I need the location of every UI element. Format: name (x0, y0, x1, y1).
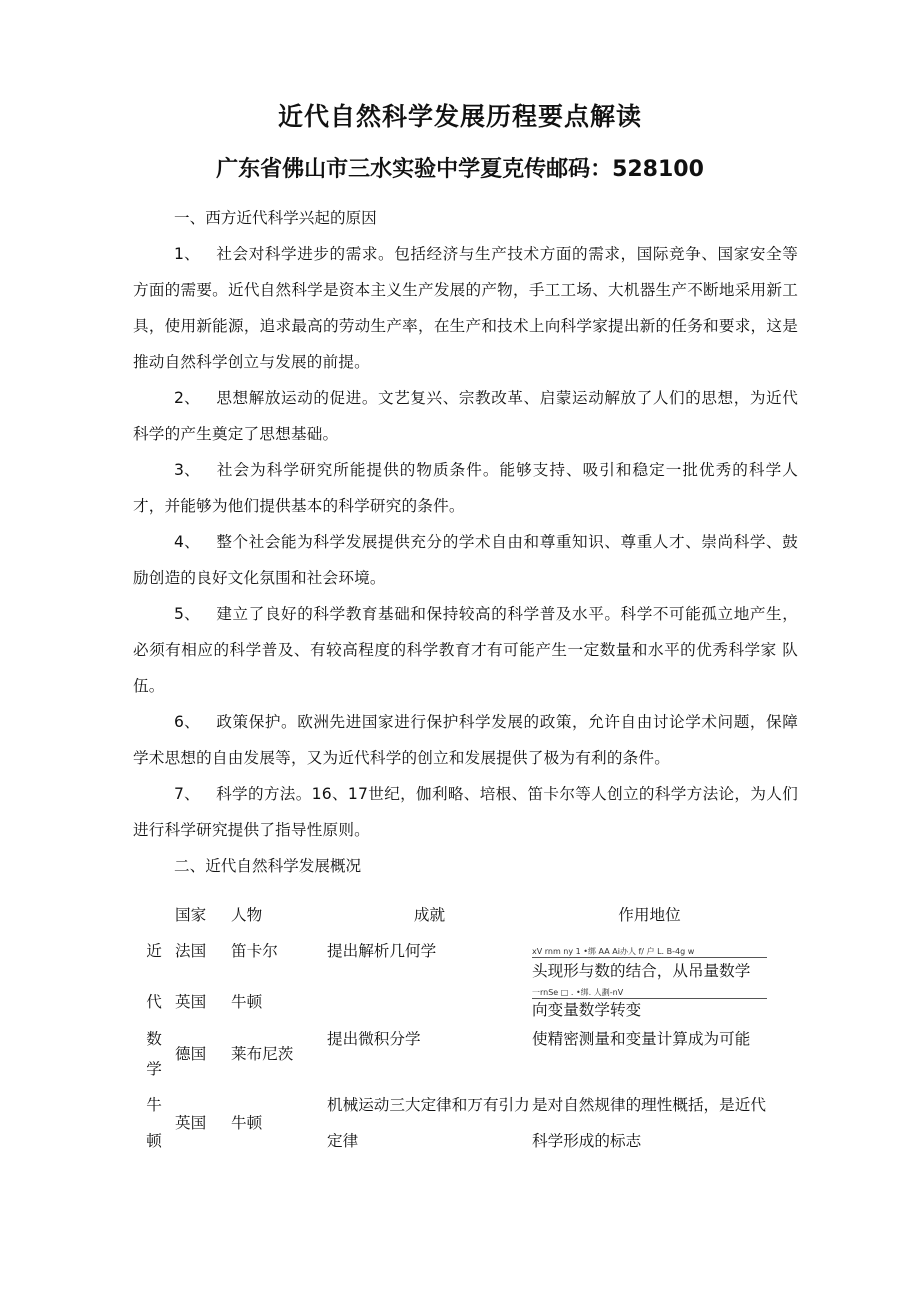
role-cell (532, 933, 767, 984)
item-number: 1、 (174, 245, 200, 263)
item-number: 5、 (174, 605, 200, 623)
list-item (133, 452, 798, 524)
item-text: 建立了良好的科学教育基础和保持较高的科学普及水平。科学不可能孤立地产生， 必须有相应的科学普及、有较高程度的科学教育才有可能产生一定数量和水平的优秀科学家 队伍。 (133, 605, 798, 695)
role-text: 头现形与数的结合，从吊量数学 (532, 962, 751, 980)
field-char: 牛 (146, 1096, 162, 1114)
table-header-row (133, 897, 767, 933)
country-cell: 法国 (175, 942, 207, 960)
field-char-stack (133, 1087, 175, 1159)
table-row (133, 1087, 767, 1159)
role-cell: 使精密测量和变量计算成为可能 (532, 1030, 751, 1048)
header-achievement: 成就 (413, 906, 446, 924)
field-char: 学 (146, 1060, 162, 1078)
item-text: 整个社会能为科学发展提供充分的学术自由和尊重知识、尊重人才、崇尚科学、鼓励创造的良好文化氛围和社会环境。 (133, 533, 798, 587)
field-char: 顿 (146, 1132, 162, 1150)
item-number: 7、 (174, 785, 200, 803)
role-text: 向变量数学转变 (532, 1001, 642, 1019)
achievement-cell: 提出解析几何学 (327, 942, 437, 960)
item-number: 6、 (174, 713, 200, 731)
item-number: 4、 (174, 533, 200, 551)
achievement-cell (327, 984, 532, 1021)
list-item (133, 704, 798, 776)
country-cell: 英国 (175, 1114, 207, 1132)
field-char: 代 (146, 993, 162, 1011)
item-text: 思想解放运动的促进。文艺复兴、宗教改革、启蒙运动解放了人们的思想，为近代科学的产生奠定了思想基础。 (133, 389, 798, 443)
field-char: 近 (146, 942, 162, 960)
list-item (133, 236, 798, 380)
header-field (133, 897, 175, 933)
table-row (133, 933, 767, 984)
field-char-stack (133, 1021, 175, 1087)
person-cell: 莱布尼茨 (231, 1045, 294, 1063)
garbled-text: 一rnSe □ . •绑. 人劃-nV (532, 988, 624, 997)
achievement-cell: 提出微积分学 (327, 1030, 421, 1048)
country-cell: 德国 (175, 1045, 207, 1063)
table-row (133, 984, 767, 1021)
garbled-text: xV rnm ny 1 •绑 AA Ai办人 f/ 户 L. B-4g w (532, 947, 767, 958)
country-cell: 英国 (175, 993, 207, 1011)
page-title: 近代自然科学发展历程要点解读 (277, 102, 642, 131)
section-heading-2: 二、近代自然科学发展概况 (174, 857, 362, 875)
item-text: 社会对科学进步的需求。包括经济与生产技术方面的需求，国际竞争、国家安全等方面的需要。近代自然科学是资本主义生产发展的产物，手工工场、大机器生产不断地采用新工具，使用新能源，追求最高的劳动生产率，在生产和技术上向科学家提出新的任务和要求，这是推动自然科学创立与发展的前提。 (133, 245, 798, 371)
item-number: 2、 (174, 389, 200, 407)
list-item (133, 524, 798, 596)
header-country: 国家 (175, 906, 207, 924)
item-text: 科学的方法。16、17世纪，伽利略、培根、笛卡尔等人创立的科学方法论，为人们进行科学研究提供了指导性原则。 (133, 785, 798, 839)
person-cell: 笛卡尔 (231, 942, 278, 960)
header-role: 作用地位 (618, 906, 681, 924)
list-item (133, 596, 798, 704)
item-text: 政策保护。欧洲先进国家进行保护科学发展的政策，允许自由讨论学术问题，保障学术思想的自由发展等，又为近代科学的创立和发展提供了极为有利的条件。 (133, 713, 798, 767)
list-item (133, 380, 798, 452)
role-cell: 是对自然规律的理性概括，是近代科学形成的标志 (532, 1096, 766, 1150)
achievements-table (133, 897, 767, 1159)
item-text: 社会为科学研究所能提供的物质条件。能够支持、吸引和稳定一批优秀的科学人才，并能够为他们提供基本的科学研究的条件。 (133, 461, 798, 515)
item-number: 3、 (174, 461, 200, 479)
field-char: 数 (146, 1030, 162, 1048)
achievement-cell: 机械运动三大定律和万有引力定律 (327, 1096, 530, 1150)
document-body (133, 200, 798, 884)
section-heading-1: 一、西方近代科学兴起的原因 (174, 209, 377, 227)
table-row (133, 1021, 767, 1087)
role-cell (532, 984, 767, 1021)
person-cell: 牛顿 (231, 993, 263, 1011)
author-line: 广东省佛山市三水实验中学夏克传邮码：528100 (216, 157, 704, 182)
person-cell: 牛顿 (231, 1114, 263, 1132)
header-person: 人物 (231, 906, 263, 924)
list-item (133, 776, 798, 848)
